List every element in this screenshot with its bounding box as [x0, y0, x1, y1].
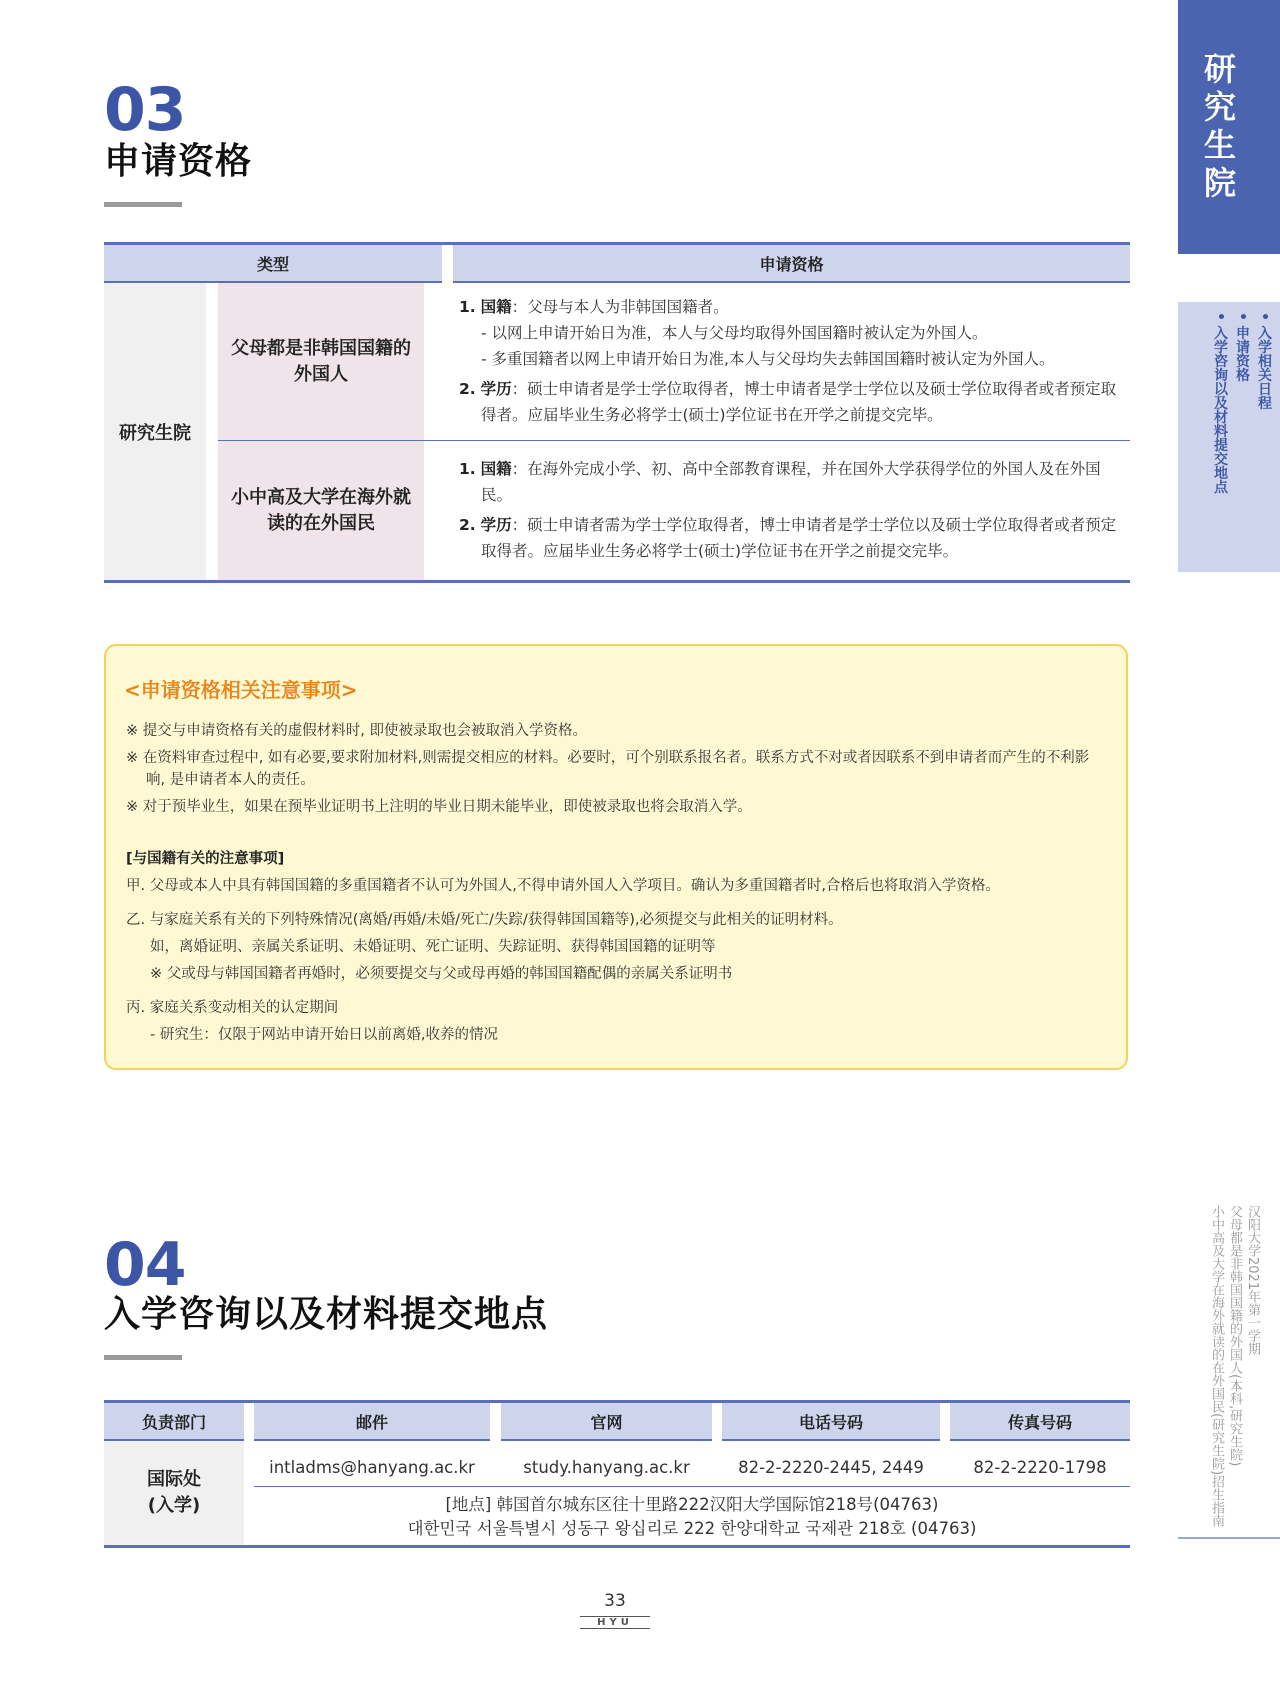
table-rule	[722, 1439, 940, 1441]
section-divider	[104, 202, 182, 207]
item-text: ：硕士申请者是学士学位取得者，博士申请者是学士学位以及硕士学位取得者或者预定取得者。应届毕业生务必将学士(硕士)学位证书在开学之前提交完毕。	[481, 380, 1117, 424]
nationality-item: ※ 父或母与韩国国籍者再婚时，必须要提交与父或母再婚的韩国国籍配偶的亲属关系证明书	[150, 966, 733, 982]
qualification-item	[459, 456, 1129, 508]
website-link[interactable]: study.hanyang.ac.kr	[523, 1458, 690, 1477]
header-phone: 电话号码	[722, 1403, 940, 1439]
notice-title: <申请资格相关注意事项>	[124, 678, 358, 702]
qualification-cell	[459, 294, 1129, 428]
item-number: 1.	[459, 460, 476, 478]
header-email: 邮件	[254, 1403, 490, 1439]
nationality-item: 如，离婚证明、亲属关系证明、未婚证明、死亡证明、失踪证明、获得韩国国籍的证明等	[150, 939, 716, 955]
qualification-cell	[459, 456, 1129, 564]
notice-item: ※ 对于预毕业生，如果在预毕业证明书上注明的毕业日期未能毕业，即使被录取也将会取消入学。	[126, 799, 752, 815]
subtype-cell: 小中高及大学在海外就读的在外国民	[218, 441, 424, 580]
qualification-subitem: - 以网上申请开始日为准，本人与父母均取得外国国籍时被认定为外国人。	[481, 324, 988, 342]
item-label: 学历	[480, 516, 512, 534]
nationality-item: - 研究生：仅限于网站申请开始日以前离婚,收养的情况	[150, 1027, 498, 1043]
qualification-item	[459, 512, 1129, 564]
item-label: 国籍	[480, 460, 512, 478]
side-link-contact[interactable]: • 入学咨询以及材料提交地点	[1212, 312, 1228, 494]
table-rule	[950, 1439, 1130, 1441]
item-label: 国籍	[480, 298, 512, 316]
table-rule	[104, 580, 1130, 583]
header-fax: 传真号码	[950, 1403, 1130, 1439]
qualification-table	[104, 242, 1130, 582]
side-link-schedule[interactable]: • 入学相关日程	[1256, 312, 1272, 410]
side-divider	[1178, 1537, 1280, 1539]
address-chinese: [地点] 韩国首尔城东区往十里路222汉阳大学国际馆218号(04763)	[445, 1495, 939, 1514]
item-label: 学历	[480, 380, 512, 398]
item-number: 2.	[459, 380, 476, 398]
qualification-item	[459, 294, 1129, 320]
table-rule	[218, 440, 1130, 441]
header-department: 负责部门	[104, 1403, 244, 1439]
item-number: 2.	[459, 516, 476, 534]
section-divider	[104, 1355, 182, 1360]
notice-item: ※ 提交与申请资格有关的虚假材料时, 即使被录取也会被取消入学资格。	[126, 723, 587, 739]
qualification-subitem: - 多重国籍者以网上申请开始日为准,本人与父母均失去韩国国籍时被认定为外国人。	[481, 350, 1055, 368]
section-number: 04	[104, 1230, 186, 1300]
table-rule	[254, 1486, 1130, 1487]
header-qualification: 申请资格	[453, 245, 1130, 281]
section-number: 03	[104, 75, 186, 145]
address-cell	[254, 1493, 1130, 1541]
department-cell	[104, 1441, 244, 1545]
email-link[interactable]: intladms@hanyang.ac.kr	[269, 1458, 475, 1477]
header-type: 类型	[104, 245, 442, 281]
notice-box	[104, 644, 1128, 1070]
table-rule	[453, 281, 1130, 283]
qualification-item	[459, 376, 1129, 428]
nationality-item: 乙. 与家庭关系有关的下列特殊情况(离婚/再婚/未婚/死亡/失踪/获得韩国国籍等),必须提交与此相关的证明材料。	[126, 912, 843, 928]
notice-item: ※ 在资料审查过程中, 如有必要,要求附加材料,则需提交相应的材料。必要时，可个别联系报名者。联系方式不对或者因联系不到申请者而产生的不利影响, 是申请者本人的责任。	[126, 750, 1090, 788]
subtype-cell: 父母都是非韩国国籍的外国人	[218, 283, 424, 440]
table-rule	[254, 1439, 490, 1441]
table-rule	[104, 1545, 1130, 1548]
department-unit: (入学)	[147, 1495, 201, 1516]
nationality-heading: [与国籍有关的注意事项]	[126, 851, 285, 867]
nationality-item: 甲. 父母或本人中具有韩国国籍的多重国籍者不认可为外国人,不得申请外国人入学项目。确认为多重国籍者时,合格后也将取消入学资格。	[126, 878, 1000, 894]
side-tab-title: 研究生院	[1203, 50, 1236, 202]
contact-table	[104, 1400, 1130, 1550]
nationality-item: 丙. 家庭关系变动相关的认定期间	[126, 1000, 339, 1016]
section-title: 入学咨询以及材料提交地点	[104, 1294, 549, 1335]
header-website: 官网	[501, 1403, 712, 1439]
item-number: 1.	[459, 298, 476, 316]
phone-number: 82-2-2220-2445, 2449	[738, 1458, 924, 1477]
fax-number: 82-2-2220-1798	[973, 1458, 1107, 1477]
side-link-qualification[interactable]: • 申请资格	[1234, 312, 1250, 382]
side-guide-line: 汉阳大学2021年第一学期	[1245, 1205, 1260, 1356]
table-rule	[501, 1439, 712, 1441]
side-guide-line: 小中高及大学在海外就读的在外国民(研究生院)招生指南	[1209, 1205, 1224, 1528]
side-nav	[1188, 312, 1276, 562]
category-cell: 研究生院	[104, 283, 206, 580]
address-korean: 대한민국 서울특별시 성동구 왕십리로 222 한양대학교 국제관 218호 (04763)	[407, 1519, 977, 1538]
brand-mark: HYU	[580, 1616, 650, 1629]
section-title: 申请资格	[104, 141, 253, 182]
side-guide-title	[1188, 1205, 1276, 1528]
side-guide-line: 父母都是非韩国国籍的外国人(本科,研究生院)	[1227, 1205, 1242, 1467]
department-name: 国际处	[147, 1469, 201, 1490]
page-number: 33	[604, 1591, 626, 1611]
item-text: ：父母与本人为非韩国国籍者。	[511, 298, 729, 316]
item-text: ：在海外完成小学、初、高中全部教育课程，并在国外大学获得学位的外国人及在外国民。	[481, 460, 1101, 504]
item-text: ：硕士申请者需为学士学位取得者，博士申请者是学士学位以及硕士学位取得者或者预定取得者。应届毕业生务必将学士(硕士)学位证书在开学之前提交完毕。	[481, 516, 1117, 560]
